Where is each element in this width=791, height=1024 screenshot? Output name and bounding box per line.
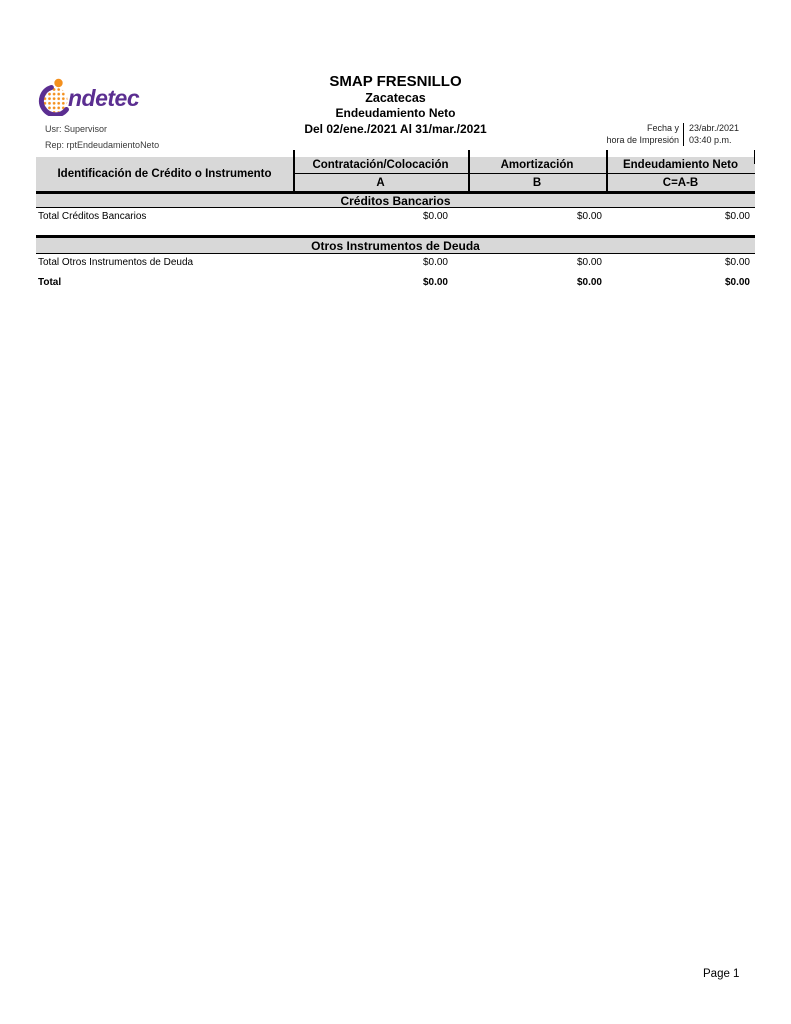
column-header-amortizacion-letter: B (532, 176, 542, 189)
row-value-c: $0.00 (724, 257, 750, 268)
indetec-logo-text: ndetec (68, 85, 140, 111)
column-header-contratacion (293, 157, 468, 191)
row-label: Total Créditos Bancarios (38, 211, 147, 222)
table-row-total (36, 274, 755, 290)
table-header (36, 157, 755, 191)
report-line: Rep: rptEndeudamientoNeto (45, 140, 160, 150)
header-divider (754, 150, 756, 164)
row-label: Total Otros Instrumentos de Deuda (38, 257, 194, 268)
row-value-a: $0.00 (422, 257, 448, 268)
print-label-line2: hora de Impresión (606, 134, 679, 145)
entity-title: SMAP FRESNILLO (329, 73, 462, 90)
row-label: Total (38, 276, 62, 288)
print-info-values (684, 123, 739, 146)
print-info-labels (560, 123, 683, 146)
table-row (36, 209, 755, 224)
header-divider (468, 150, 470, 191)
column-header-amortizacion-label: Amortización (468, 157, 606, 174)
row-value-a: $0.00 (422, 211, 448, 222)
row-value-b: $0.00 (576, 276, 602, 288)
row-value-b: $0.00 (576, 211, 602, 222)
page-number: Page 1 (703, 968, 740, 980)
row-value-c: $0.00 (724, 276, 750, 288)
print-info (560, 123, 739, 146)
row-value-c: $0.00 (724, 211, 750, 222)
section-header-otros-instrumentos: Otros Instrumentos de Deuda (36, 238, 755, 255)
column-header-identification: Identificación de Crédito o Instrumento (57, 168, 272, 180)
row-value-b: $0.00 (576, 257, 602, 268)
column-header-amortizacion (468, 157, 606, 191)
print-date: 23/abr./2021 (689, 123, 740, 133)
section-gap (36, 224, 755, 235)
header-divider (293, 150, 295, 191)
column-header-endeudamiento-label: Endeudamiento Neto (606, 157, 755, 174)
column-header-contratacion-label: Contratación/Colocación (293, 157, 468, 174)
print-time: 03:40 p.m. (689, 134, 732, 145)
report-period: Del 02/ene./2021 Al 31/mar./2021 (304, 122, 487, 136)
table-row (36, 255, 755, 270)
row-value-a: $0.00 (422, 276, 448, 288)
state-title: Zacatecas (365, 91, 426, 105)
user-line: Usr: Supervisor (45, 124, 108, 134)
report-title: Endeudamiento Neto (335, 106, 456, 120)
header-divider (606, 150, 608, 191)
column-header-endeudamiento-letter: C=A-B (662, 176, 699, 189)
print-label-line1: Fecha y (646, 123, 679, 133)
section-header-creditos-bancarios: Créditos Bancarios (36, 194, 755, 209)
column-header-endeudamiento (606, 157, 755, 191)
column-header-contratacion-letter: A (376, 176, 385, 189)
report-table (36, 157, 755, 290)
